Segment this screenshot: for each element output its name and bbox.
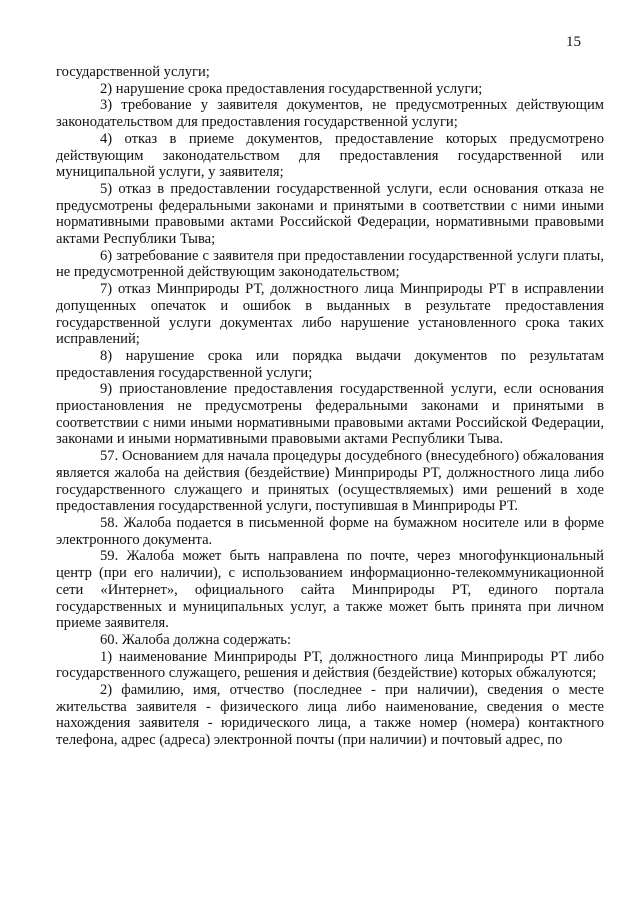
paragraph: 7) отказ Минприроды РТ, должностного лица Минприроды РТ в исправлении допущенных опечаток и ошибок в выданных в результате предоставления государственной услуги документах либо нарушение установленного срока таких исправлений; bbox=[56, 281, 604, 348]
paragraph: 59. Жалоба может быть направлена по почте, через многофункциональный центр (при его наличии), с использованием информационно-телекоммуникационной сети «Интернет», официального сайта Минприроды РТ, единого портала государственных и муниципальных услуг, а также может быть принята при личном приеме заявителя. bbox=[56, 548, 604, 632]
paragraph: государственной услуги; bbox=[56, 64, 210, 80]
paragraph: 9) приостановление предоставления государственной услуги, если основания приостановления не предусмотрены федеральными законами и принятыми в соответствии с ними иными нормативными правовыми актами Российской Федерации, законами и иными нормативными правовыми актами Республики Тыва. bbox=[56, 381, 604, 448]
page-number: 15 bbox=[566, 34, 581, 50]
paragraph: 60. Жалоба должна содержать: bbox=[100, 631, 291, 648]
paragraph: 4) отказ в приеме документов, предоставление которых предусмотрено действующим законодательством для предоставления государственной или муниципальной услуги, у заявителя; bbox=[56, 130, 604, 181]
paragraph: 8) нарушение срока или порядка выдачи документов по результатам предоставления государственной услуги; bbox=[56, 347, 604, 381]
document-body bbox=[56, 64, 604, 749]
paragraph: 6) затребование с заявителя при предоставлении государственной услуги платы, не предусмотренной действующим законодательством; bbox=[56, 247, 604, 281]
paragraph: 58. Жалоба подается в письменной форме на бумажном носителе или в форме электронного документа. bbox=[56, 514, 604, 548]
paragraph: 2) нарушение срока предоставления государственной услуги; bbox=[100, 80, 483, 97]
paragraph: 5) отказ в предоставлении государственной услуги, если основания отказа не предусмотрены федеральными законами и принятыми в соответствии с ними иными нормативными правовыми актами Российской Федерации, нормативными правовыми актами Республики Тыва; bbox=[56, 180, 604, 248]
paragraph: 57. Основанием для начала процедуры досудебного (внесудебного) обжалования является жалоба на действия (бездействие) Минприроды РТ, должностного лица либо государственного служащего и принятых (осуществляемых) ими решений в ходе предоставления государственной услуги, поступившая в Минприроды РТ. bbox=[56, 448, 604, 515]
paragraph: 1) наименование Минприроды РТ, должностного лица Минприроды РТ либо государственного служащего, решения и действия (бездействие) которых обжалуются; bbox=[56, 648, 604, 682]
paragraph: 3) требование у заявителя документов, не предусмотренных действующим законодательством для предоставления государственной услуги; bbox=[56, 97, 604, 131]
paragraph: 2) фамилию, имя, отчество (последнее - при наличии), сведения о месте жительства заявителя - физического лица либо наименование, сведения о месте нахождения заявителя - юридического лица, а также номер (номера) контактного телефона, адрес (адреса) электронной почты (при наличии) и почтовый адрес, по bbox=[56, 682, 604, 749]
